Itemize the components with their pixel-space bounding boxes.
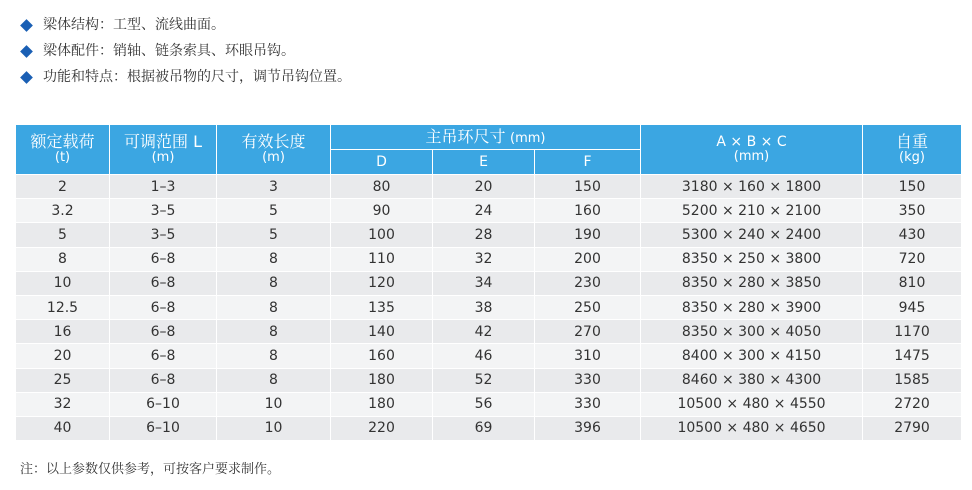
cell-weight: 945 xyxy=(863,295,962,319)
cell-range: 1–3 xyxy=(110,175,217,199)
cell-range: 3–5 xyxy=(110,223,217,247)
header-range: 可调范围 L (m) xyxy=(110,125,217,175)
cell-weight: 430 xyxy=(863,223,962,247)
cell-length: 10 xyxy=(217,392,331,416)
cell-ring-f: 150 xyxy=(535,175,641,199)
header-length: 有效长度 (m) xyxy=(217,125,331,175)
cell-dims: 8350 × 280 × 3850 xyxy=(641,271,863,295)
header-ring: 主吊环尺寸 (mm) xyxy=(331,125,641,150)
cell-weight: 350 xyxy=(863,199,962,223)
table-row xyxy=(16,271,962,295)
cell-weight: 150 xyxy=(863,175,962,199)
cell-load: 32 xyxy=(16,392,110,416)
cell-weight: 2720 xyxy=(863,392,962,416)
diamond-bullet-icon xyxy=(20,19,33,32)
table-row xyxy=(16,416,962,440)
header-dims: A × B × C (mm) xyxy=(641,125,863,175)
table-row xyxy=(16,175,962,199)
cell-range: 6–10 xyxy=(110,416,217,440)
cell-range: 6–8 xyxy=(110,295,217,319)
table-row xyxy=(16,344,962,368)
cell-load: 12.5 xyxy=(16,295,110,319)
table-row xyxy=(16,247,962,271)
cell-ring-d: 140 xyxy=(331,320,433,344)
cell-dims: 5200 × 210 × 2100 xyxy=(641,199,863,223)
cell-ring-e: 20 xyxy=(433,175,535,199)
cell-ring-d: 220 xyxy=(331,416,433,440)
cell-length: 8 xyxy=(217,295,331,319)
cell-ring-f: 330 xyxy=(535,392,641,416)
cell-ring-f: 230 xyxy=(535,271,641,295)
table-row xyxy=(16,199,962,223)
cell-length: 8 xyxy=(217,320,331,344)
cell-ring-f: 200 xyxy=(535,247,641,271)
cell-ring-d: 180 xyxy=(331,392,433,416)
cell-dims: 5300 × 240 × 2400 xyxy=(641,223,863,247)
cell-dims: 8350 × 250 × 3800 xyxy=(641,247,863,271)
cell-ring-f: 330 xyxy=(535,368,641,392)
cell-length: 8 xyxy=(217,271,331,295)
header-ring-d: D xyxy=(331,150,433,175)
cell-length: 5 xyxy=(217,223,331,247)
cell-dims: 10500 × 480 × 4550 xyxy=(641,392,863,416)
cell-ring-e: 24 xyxy=(433,199,535,223)
cell-ring-f: 250 xyxy=(535,295,641,319)
cell-weight: 1170 xyxy=(863,320,962,344)
feature-item xyxy=(20,64,351,90)
cell-range: 6–10 xyxy=(110,392,217,416)
cell-dims: 3180 × 160 × 1800 xyxy=(641,175,863,199)
cell-length: 8 xyxy=(217,344,331,368)
cell-weight: 1475 xyxy=(863,344,962,368)
cell-range: 3–5 xyxy=(110,199,217,223)
cell-ring-d: 80 xyxy=(331,175,433,199)
cell-range: 6–8 xyxy=(110,271,217,295)
cell-dims: 8350 × 300 × 4050 xyxy=(641,320,863,344)
cell-length: 8 xyxy=(217,247,331,271)
cell-range: 6–8 xyxy=(110,344,217,368)
cell-ring-d: 120 xyxy=(331,271,433,295)
cell-ring-e: 42 xyxy=(433,320,535,344)
cell-ring-e: 46 xyxy=(433,344,535,368)
feature-text: 功能和特点：根据被吊物的尺寸，调节吊钩位置。 xyxy=(43,69,351,85)
cell-load: 40 xyxy=(16,416,110,440)
cell-range: 6–8 xyxy=(110,247,217,271)
cell-ring-d: 160 xyxy=(331,344,433,368)
table-row xyxy=(16,223,962,247)
cell-ring-d: 110 xyxy=(331,247,433,271)
cell-weight: 2790 xyxy=(863,416,962,440)
spec-table xyxy=(15,124,962,441)
cell-range: 6–8 xyxy=(110,368,217,392)
cell-ring-d: 100 xyxy=(331,223,433,247)
cell-ring-f: 310 xyxy=(535,344,641,368)
cell-ring-e: 69 xyxy=(433,416,535,440)
table-row xyxy=(16,368,962,392)
cell-weight: 810 xyxy=(863,271,962,295)
cell-ring-f: 160 xyxy=(535,199,641,223)
cell-dims: 10500 × 480 × 4650 xyxy=(641,416,863,440)
table-row xyxy=(16,392,962,416)
cell-ring-e: 34 xyxy=(433,271,535,295)
cell-ring-e: 56 xyxy=(433,392,535,416)
cell-load: 10 xyxy=(16,271,110,295)
feature-item xyxy=(20,12,351,38)
cell-weight: 1585 xyxy=(863,368,962,392)
cell-ring-f: 396 xyxy=(535,416,641,440)
cell-weight: 720 xyxy=(863,247,962,271)
cell-length: 3 xyxy=(217,175,331,199)
cell-length: 5 xyxy=(217,199,331,223)
cell-dims: 8460 × 380 × 4300 xyxy=(641,368,863,392)
cell-load: 2 xyxy=(16,175,110,199)
diamond-bullet-icon xyxy=(20,45,33,58)
cell-load: 25 xyxy=(16,368,110,392)
cell-ring-d: 135 xyxy=(331,295,433,319)
feature-text: 梁体结构：工型、流线曲面。 xyxy=(43,17,225,33)
cell-dims: 8400 × 300 × 4150 xyxy=(641,344,863,368)
cell-ring-d: 90 xyxy=(331,199,433,223)
header-ring-f: F xyxy=(535,150,641,175)
cell-ring-e: 32 xyxy=(433,247,535,271)
cell-length: 10 xyxy=(217,416,331,440)
cell-ring-e: 38 xyxy=(433,295,535,319)
table-row xyxy=(16,320,962,344)
table-row xyxy=(16,295,962,319)
cell-load: 5 xyxy=(16,223,110,247)
cell-ring-d: 180 xyxy=(331,368,433,392)
header-load: 额定载荷 (t) xyxy=(16,125,110,175)
cell-ring-e: 28 xyxy=(433,223,535,247)
cell-load: 16 xyxy=(16,320,110,344)
diamond-bullet-icon xyxy=(20,71,33,84)
cell-load: 20 xyxy=(16,344,110,368)
cell-load: 3.2 xyxy=(16,199,110,223)
footnote: 注：以上参数仅供参考，可按客户要求制作。 xyxy=(20,462,281,477)
feature-list xyxy=(20,12,351,90)
cell-range: 6–8 xyxy=(110,320,217,344)
header-ring-e: E xyxy=(433,150,535,175)
cell-ring-f: 190 xyxy=(535,223,641,247)
cell-ring-e: 52 xyxy=(433,368,535,392)
feature-text: 梁体配件：销轴、链条索具、环眼吊钩。 xyxy=(43,43,295,59)
feature-item xyxy=(20,38,351,64)
cell-dims: 8350 × 280 × 3900 xyxy=(641,295,863,319)
cell-length: 8 xyxy=(217,368,331,392)
cell-ring-f: 270 xyxy=(535,320,641,344)
cell-load: 8 xyxy=(16,247,110,271)
header-weight: 自重 (kg) xyxy=(863,125,962,175)
